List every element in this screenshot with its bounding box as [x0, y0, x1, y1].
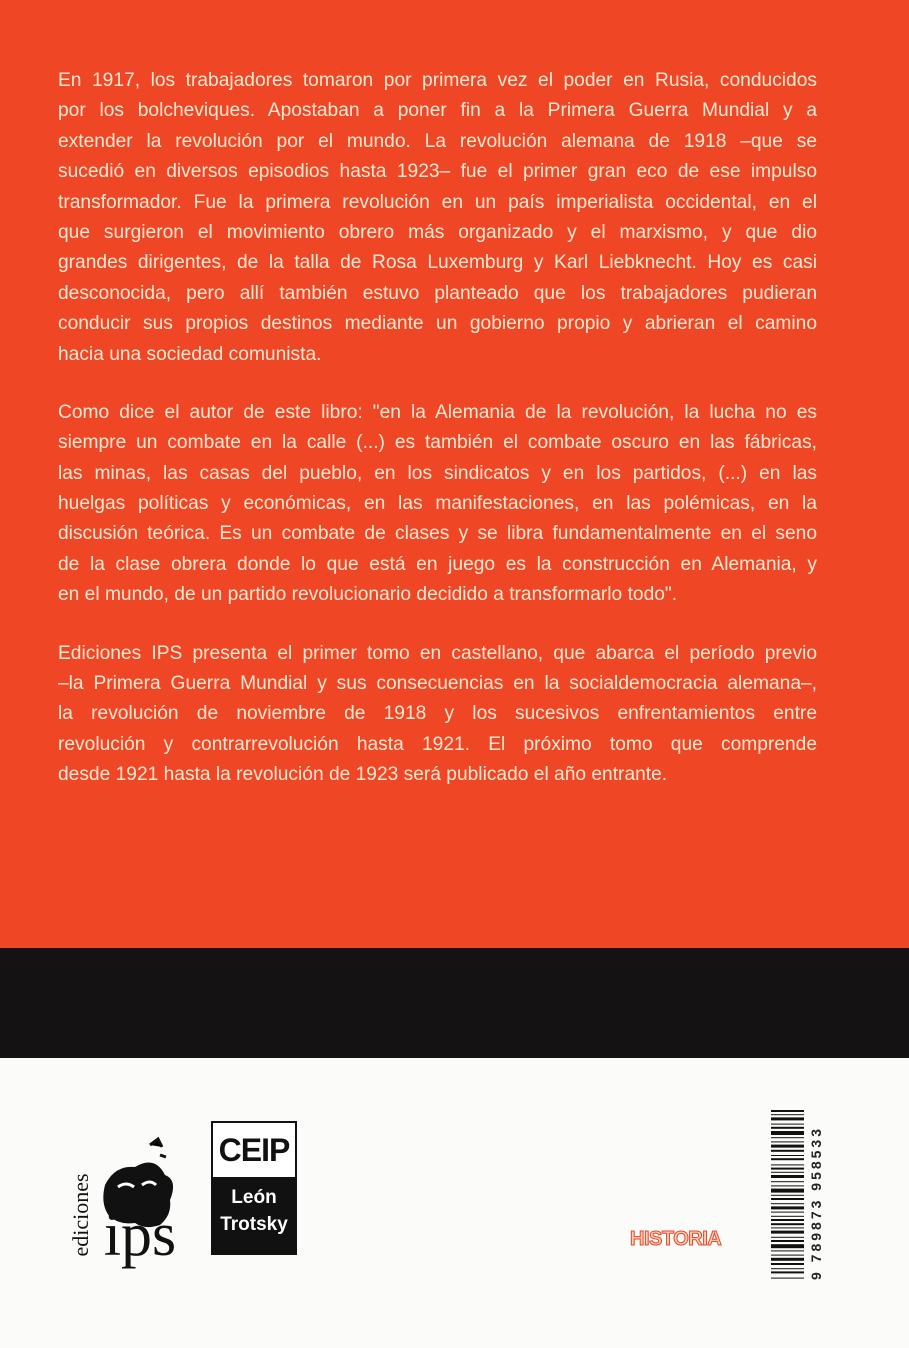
paragraph — [58, 66, 817, 370]
text-line: En 1917, los trabajadores tomaron por primera vez el poder en Rusia, conducidos — [58, 70, 817, 91]
barcode-bar — [771, 1219, 804, 1221]
barcode-bar — [771, 1172, 804, 1173]
text-line: en el mundo, de un partido revolucionario decidido a transformarlo todo". — [58, 584, 678, 606]
barcode-bar — [771, 1240, 804, 1242]
text-line: de la clase obrera donde lo que está en juego es la construcción en Alemania, y — [58, 553, 817, 575]
text-line: conducir sus propios destinos mediante un gobierno propio y abrieran el camino — [58, 313, 817, 335]
text-line: por los bolcheviques. Apostaban a poner fin a la Primera Guerra Mundial y a — [58, 100, 817, 122]
text-line: la revolución de noviembre de 1918 y los sucesivos enfrentamientos entre — [58, 703, 817, 725]
barcode-bar — [771, 1278, 804, 1279]
barcode-bar — [771, 1237, 804, 1238]
barcode-bar — [771, 1168, 804, 1170]
barcode-bar — [771, 1212, 804, 1213]
text-line: Ediciones IPS presenta el primer tomo en castellano, que abarca el período previo — [58, 642, 817, 664]
barcode-bar — [771, 1158, 804, 1160]
barcode-bar — [771, 1137, 804, 1138]
barcode-bar — [771, 1141, 804, 1142]
text-line: sucedió en diversos episodios hasta 1923– fue el primer gran eco de ese impulso — [58, 161, 817, 183]
marx-portrait-icon — [60, 1125, 190, 1275]
barcode-digits: 9 789873 958533 — [808, 1126, 824, 1280]
barcode-bar — [771, 1117, 804, 1120]
barcode-bar — [771, 1145, 804, 1148]
barcode-bar — [771, 1227, 804, 1228]
barcode-bar — [771, 1216, 804, 1217]
barcode-bar — [771, 1268, 804, 1269]
barcode-bar — [771, 1255, 804, 1256]
ceip-line-1: León — [231, 1187, 277, 1208]
text-line: huelgas políticas y económicas, en las manifestaciones, en las polémicas, en la — [58, 493, 817, 515]
text-line: revolución y contrarrevolución hasta 1921. El próximo tomo que comprende — [58, 733, 817, 755]
barcode-bar — [771, 1185, 804, 1186]
barcode-bar — [771, 1114, 804, 1115]
barcode-bar — [771, 1175, 804, 1178]
back-cover-text — [58, 66, 817, 819]
ceip-title: CEIP — [213, 1123, 295, 1177]
barcode-bar — [771, 1150, 804, 1152]
barcode-bar — [771, 1203, 804, 1204]
barcode-bar — [771, 1271, 804, 1273]
barcode-bar — [771, 1244, 804, 1248]
svg-text:ips: ips — [103, 1201, 177, 1269]
barcode-bar — [771, 1127, 804, 1129]
text-line: transformador. Fue la primera revolución en un país imperialista occidental, en el — [58, 191, 817, 213]
barcode-bar — [771, 1155, 804, 1156]
barcode-bar — [771, 1223, 804, 1225]
text-line: las minas, las casas del pueblo, en los sindicatos y en los partidos, (...) en las — [58, 462, 817, 484]
ceip-line-2: Trotsky — [220, 1214, 288, 1235]
text-line: extender la revolución por el mundo. La revolución alemana de 1918 –que se — [58, 130, 817, 152]
barcode-bar — [771, 1250, 804, 1251]
text-line: siempre un combate en la calle (...) es también el combate oscuro en las fábricas, — [58, 432, 817, 454]
barcode-bar — [771, 1206, 804, 1209]
text-line: desconocida, pero allí también estuvo planteado que los trabajadores pudieran — [58, 282, 817, 304]
text-line: Como dice el autor de este libro: "en la Alemania de la revolución, la lucha no es — [58, 401, 817, 423]
barcode-bar — [771, 1231, 804, 1234]
barcode-bar — [771, 1189, 804, 1193]
svg-text:ediciones: ediciones — [68, 1173, 93, 1257]
barcode-bar — [771, 1263, 804, 1265]
paragraph — [58, 398, 817, 611]
ediciones-ips-logo — [60, 1125, 190, 1275]
text-line: desde 1921 hasta la revolución de 1923 será publicado el año entrante. — [58, 764, 668, 786]
text-line: hacia una sociedad comunista. — [58, 343, 322, 365]
category-label: HISTORIA — [630, 1228, 722, 1250]
barcode-bar — [771, 1258, 804, 1261]
text-line: grandes dirigentes, de la talla de Rosa Luxemburg y Karl Liebknecht. Hoy es casi — [58, 252, 817, 274]
paragraph — [58, 639, 817, 791]
barcode-bar — [771, 1195, 804, 1196]
text-line: que surgieron el movimiento obrero más organizado y el marxismo, y que dio — [58, 221, 817, 243]
ceip-leon-trotsky-logo — [211, 1121, 297, 1255]
barcode-bar — [771, 1131, 804, 1135]
text-line: –la Primera Guerra Mundial y sus consecuencias en la socialdemocracia alemana–, — [58, 673, 817, 695]
barcode-bar — [771, 1164, 804, 1165]
barcode-bar — [771, 1181, 804, 1182]
black-band — [0, 948, 909, 1058]
barcode-bar — [771, 1198, 804, 1200]
barcode-bar — [771, 1124, 804, 1125]
text-line: discusión teórica. Es un combate de clases y se libra fundamentalmente en el seno — [58, 523, 817, 545]
barcode-bar — [771, 1110, 804, 1112]
